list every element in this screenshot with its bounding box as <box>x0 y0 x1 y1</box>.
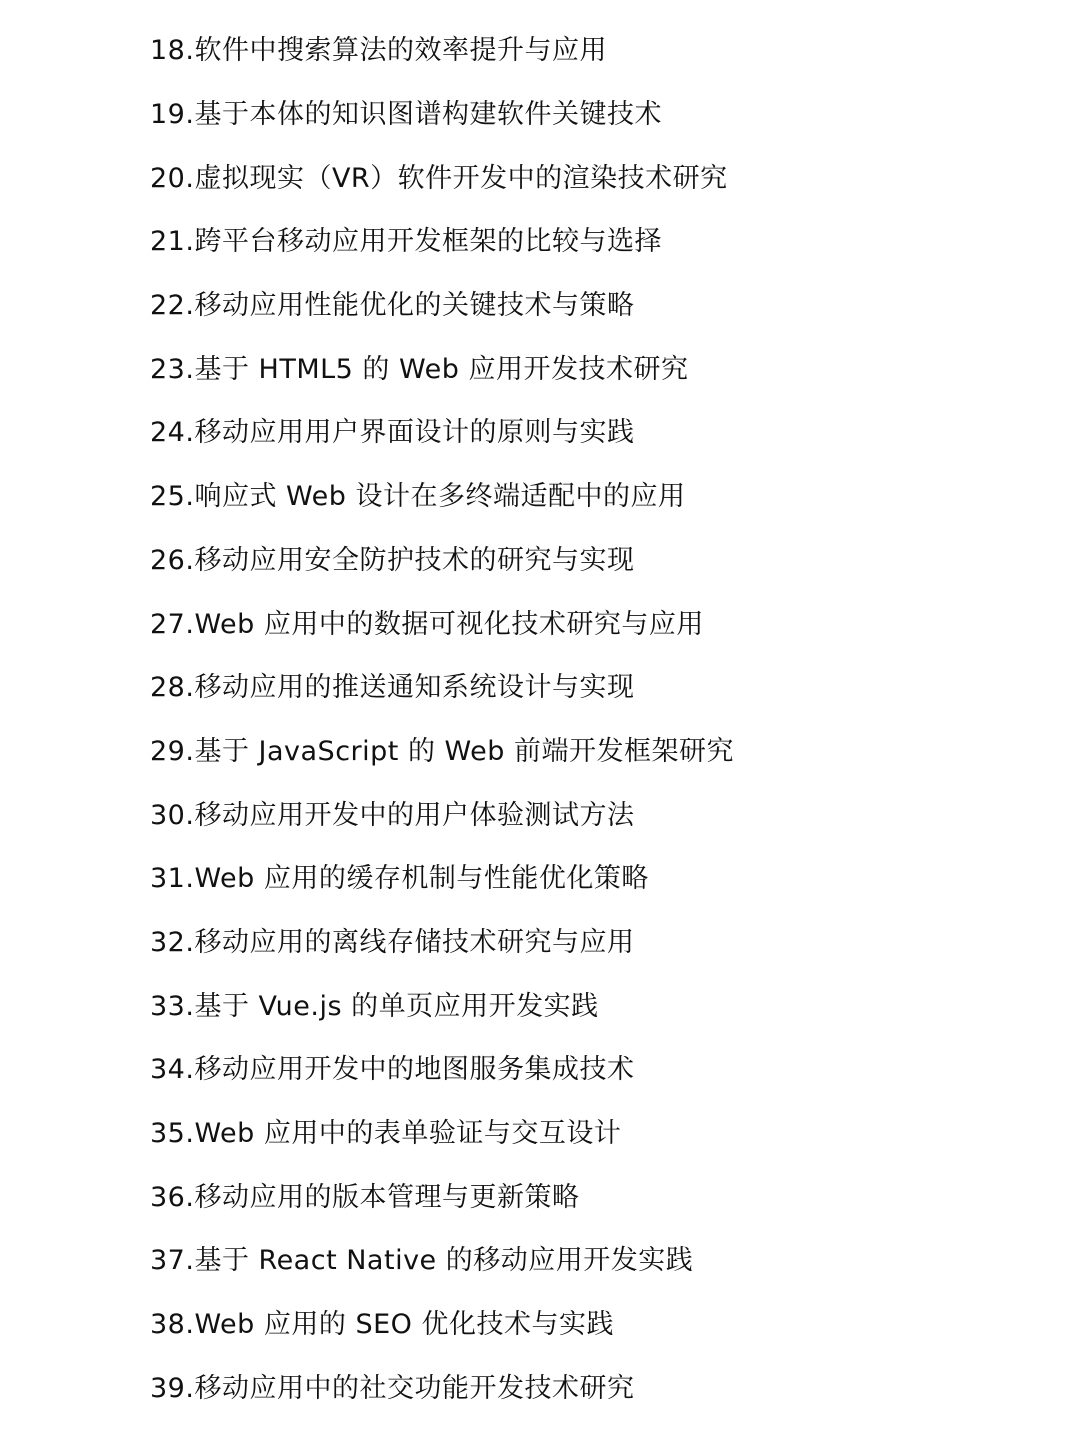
topic-text: 29.基于 JavaScript 的 Web 前端开发框架研究 <box>150 735 734 767</box>
list-item <box>150 143 1050 207</box>
list-item <box>150 717 1050 781</box>
list-item <box>150 971 1050 1035</box>
list-item <box>150 1162 1050 1226</box>
topic-text: 27.Web 应用中的数据可视化技术研究与应用 <box>150 608 704 640</box>
list-item <box>150 844 1050 908</box>
topic-text: 28.移动应用的推送通知系统设计与实现 <box>150 672 635 704</box>
list-item <box>150 16 1050 80</box>
topic-text: 26.移动应用安全防护技术的研究与实现 <box>150 544 635 576</box>
topic-text: 18.软件中搜索算法的效率提升与应用 <box>150 35 607 67</box>
list-item <box>150 1099 1050 1163</box>
topic-list <box>150 16 1050 1417</box>
list-item <box>150 80 1050 144</box>
list-item <box>150 462 1050 526</box>
list-item <box>150 589 1050 653</box>
list-item <box>150 780 1050 844</box>
topic-text: 35.Web 应用中的表单验证与交互设计 <box>150 1118 622 1150</box>
list-item <box>150 1353 1050 1417</box>
list-item <box>150 271 1050 335</box>
topic-text: 22.移动应用性能优化的关键技术与策略 <box>150 290 635 322</box>
topic-text: 37.基于 React Native 的移动应用开发实践 <box>150 1245 694 1277</box>
list-item <box>150 334 1050 398</box>
list-item <box>150 1290 1050 1354</box>
list-item <box>150 398 1050 462</box>
topic-text: 19.基于本体的知识图谱构建软件关键技术 <box>150 99 662 131</box>
topic-text: 23.基于 HTML5 的 Web 应用开发技术研究 <box>150 353 689 385</box>
list-item <box>150 1035 1050 1099</box>
topic-text: 30.移动应用开发中的用户体验测试方法 <box>150 799 635 831</box>
topic-text: 31.Web 应用的缓存机制与性能优化策略 <box>150 863 649 895</box>
topic-text: 25.响应式 Web 设计在多终端适配中的应用 <box>150 481 686 513</box>
list-item <box>150 207 1050 271</box>
list-item <box>150 908 1050 972</box>
topic-text: 34.移动应用开发中的地图服务集成技术 <box>150 1054 635 1086</box>
topic-text: 24.移动应用用户界面设计的原则与实践 <box>150 417 635 449</box>
topic-text: 32.移动应用的离线存储技术研究与应用 <box>150 926 635 958</box>
topic-text: 20.虚拟现实（VR）软件开发中的渲染技术研究 <box>150 162 728 194</box>
topic-text: 21.跨平台移动应用开发框架的比较与选择 <box>150 226 662 258</box>
topic-text: 33.基于 Vue.js 的单页应用开发实践 <box>150 990 599 1022</box>
list-item <box>150 1226 1050 1290</box>
list-item <box>150 526 1050 590</box>
topic-text: 39.移动应用中的社交功能开发技术研究 <box>150 1372 635 1404</box>
topic-text: 38.Web 应用的 SEO 优化技术与实践 <box>150 1309 615 1341</box>
topic-text: 36.移动应用的版本管理与更新策略 <box>150 1181 580 1213</box>
list-item <box>150 653 1050 717</box>
